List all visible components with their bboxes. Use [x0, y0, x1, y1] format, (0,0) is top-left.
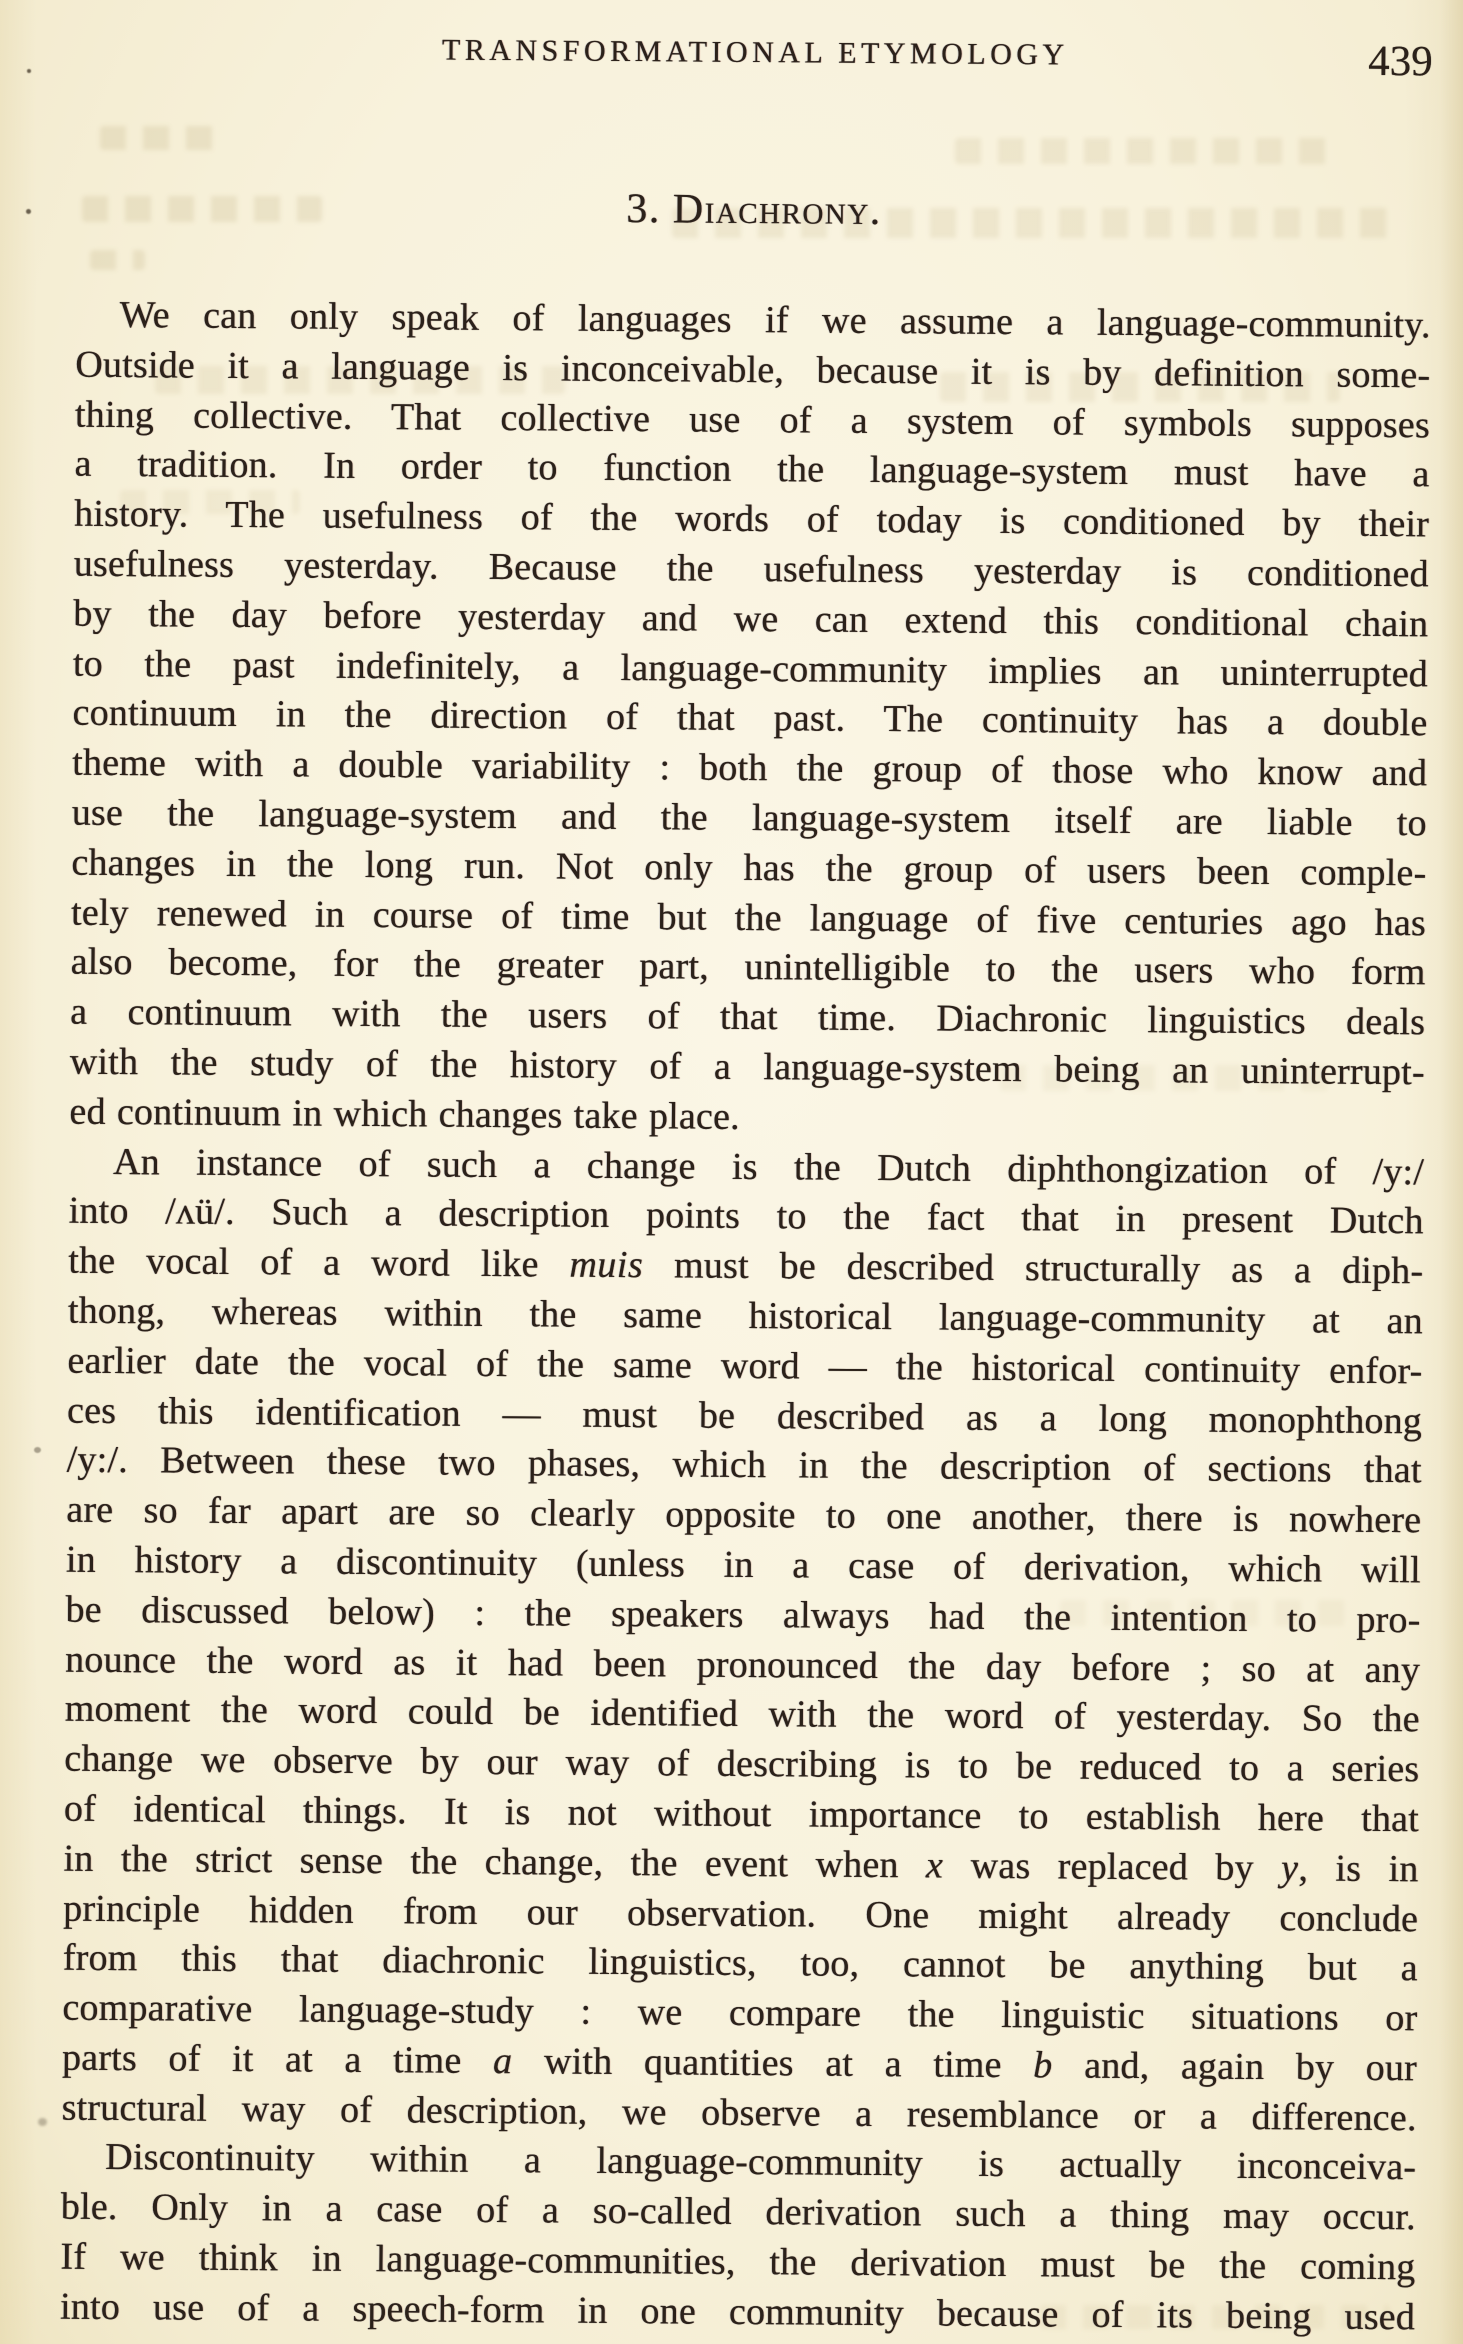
text-line: Outside it a language is inconceivable, because it is by definition some- — [75, 343, 1431, 397]
page-number: 439 — [1368, 37, 1433, 86]
text-line: are so far apart are so clearly opposite to one another, there is nowhere — [66, 1488, 1422, 1542]
text-line: We can only speak of languages if we assume a language-community. — [119, 294, 1431, 347]
text-line: into use of a speech-form in one community because of its being used — [59, 2285, 1416, 2339]
dust-speck — [26, 209, 31, 214]
text-line: continuum in the direction of that past. The continuity has a double — [72, 692, 1428, 745]
paragraph — [61, 1137, 1424, 2144]
text-line: thong, whereas within the same historical language-community at an — [67, 1289, 1424, 1343]
text-line: into /ʌü/. Such a description points to the fact that in present Dutch — [68, 1189, 1424, 1243]
text-line: a continuum with the users of that time. Diachronic linguistics deals — [70, 990, 1426, 1044]
text-line: also become, for the greater part, unintelligible to the users who form — [70, 941, 1426, 994]
text-line: earlier date the vocal of the same word — the historical continuity enfor- — [67, 1339, 1423, 1393]
text-line: with the study of the history of a language-system being an uninterrupt- — [69, 1040, 1425, 1094]
text-line: to the past indefinitely, a language-community implies an uninterrupted — [72, 642, 1429, 695]
text-line: An instance of such a change is the Dutch diphthongization of /y:/ — [112, 1140, 1425, 1193]
text-line: by the day before yesterday and we can extend this conditional chain — [73, 592, 1429, 646]
section-number: 3. — [626, 185, 662, 233]
text-line: comparative language-study : we compare the linguistic situations or — [62, 1986, 1418, 2040]
text-line: thing collective. That collective use of a system of symbols supposes — [74, 393, 1431, 446]
text-line: history. The usefulness of the words of today is conditioned by their — [74, 492, 1430, 546]
paragraph — [60, 2133, 1417, 2343]
text-line: use the language-system and the language-system itself are liable to — [71, 791, 1427, 845]
text-line: ed continuum in which changes take place. — [69, 1090, 741, 1138]
dust-speck — [38, 2118, 47, 2126]
text-line: nounce the word as it had been pronounced the day before ; so at any — [65, 1638, 1421, 1691]
text-line: of identical things. It is not without importance to establish here that — [63, 1787, 1420, 1841]
text-line: a tradition. In order to function the language-system must have a — [74, 443, 1430, 496]
text-line: Discontinuity within a language-community is actually inconceiva- — [105, 2136, 1417, 2189]
text-line: ces this identification — must be described as a long monophthong — [66, 1389, 1423, 1442]
text-line: structural way of description, we observe a resemblance or a difference. — [61, 2086, 1417, 2139]
dust-speck — [34, 1447, 41, 1453]
text-line: tely renewed in course of time but the language of five centuries ago has — [70, 891, 1427, 944]
section-heading — [76, 181, 1431, 240]
text-line: If we think in language-communities, the derivation must be the coming — [60, 2235, 1416, 2289]
running-header — [78, 25, 1433, 100]
text-line: the vocal of a word like muis must be described structurally as a diph- — [68, 1239, 1424, 1293]
text-line: ble. Only in a case of a so-called derivation such a thing may occur. — [60, 2185, 1417, 2239]
text-line: changes in the long run. Not only has the group of users been comple- — [71, 841, 1427, 895]
text-line: /y:/. Between these two phases, which in the description of sections that — [66, 1438, 1422, 1492]
paragraph — [69, 291, 1431, 1148]
body-text — [60, 291, 1431, 2343]
text-line: principle hidden from our observation. One might already conclude — [63, 1887, 1419, 1940]
page-content — [60, 25, 1433, 2343]
text-line: parts of it at a time a with quantities at a time b and, again by our — [61, 2036, 1418, 2090]
text-line: in history a discontinuity (unless in a case of derivation, which will — [65, 1538, 1422, 1592]
section-title: Diachrony. — [672, 186, 882, 234]
text-line: usefulness yesterday. Because the usefulness yesterday is conditioned — [73, 542, 1429, 596]
text-line: moment the word could be identified with the word of yesterday. So the — [64, 1687, 1420, 1741]
dust-speck — [27, 69, 31, 73]
text-line: theme with a double variability : both the group of those who know and — [72, 741, 1428, 795]
text-line: from this that diachronic linguistics, too, cannot be anything but a — [62, 1936, 1418, 1990]
running-title: TRANSFORMATIONAL ETYMOLOGY — [441, 33, 1069, 72]
text-line: in the strict sense the change, the event when x was replaced by y, is in — [63, 1837, 1419, 1890]
text-line: be discussed below) : the speakers always had the intention to pro- — [65, 1588, 1421, 1641]
text-line: change we observe by our way of describing is to be reduced to a series — [64, 1737, 1420, 1791]
